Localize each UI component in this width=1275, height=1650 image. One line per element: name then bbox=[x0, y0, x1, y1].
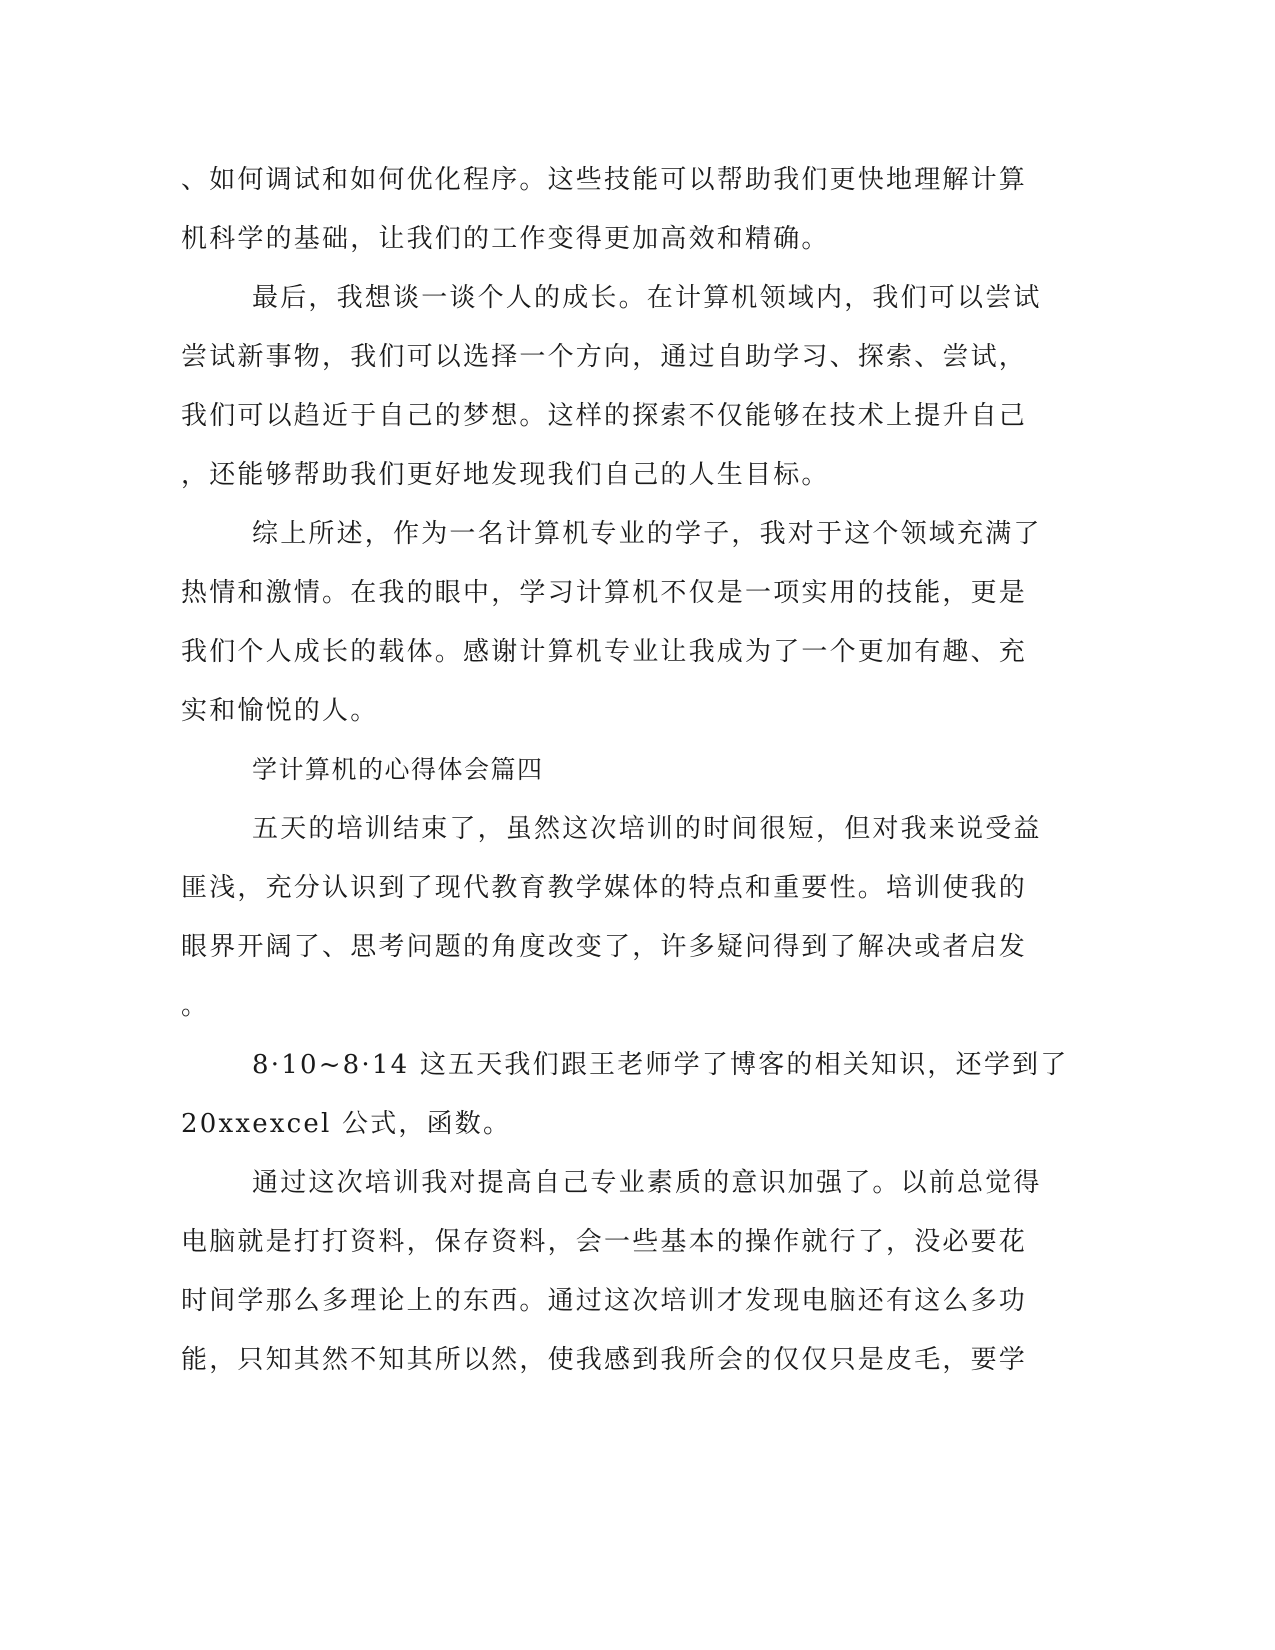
text-line: 。 bbox=[181, 991, 210, 1021]
text-line: 热情和激情。在我的眼中，学习计算机不仅是一项实用的技能，更是 bbox=[181, 578, 1028, 608]
text-line: 我们个人成长的载体。感谢计算机专业让我成为了一个更加有趣、充 bbox=[181, 637, 1028, 667]
text-line: 通过这次培训我对提高自己专业素质的意识加强了。以前总觉得 bbox=[252, 1168, 1042, 1198]
text-line: 、如何调试和如何优化程序。这些技能可以帮助我们更快地理解计算 bbox=[181, 165, 1028, 195]
text-line: 综上所述，作为一名计算机专业的学子，我对于这个领域充满了 bbox=[252, 519, 1042, 549]
text-line: 匪浅，充分认识到了现代教育教学媒体的特点和重要性。培训使我的 bbox=[181, 873, 1028, 903]
section-heading: 学计算机的心得体会篇四 bbox=[252, 755, 544, 784]
text-line: 时间学那么多理论上的东西。通过这次培训才发现电脑还有这么多功 bbox=[181, 1286, 1028, 1316]
text-line: 最后，我想谈一谈个人的成长。在计算机领域内，我们可以尝试 bbox=[252, 283, 1042, 313]
text-line: 20xxexcel 公式，函数。 bbox=[181, 1109, 512, 1139]
text-line: 五天的培训结束了，虽然这次培训的时间很短，但对我来说受益 bbox=[252, 814, 1042, 844]
text-line: 机科学的基础，让我们的工作变得更加高效和精确。 bbox=[181, 224, 830, 254]
text-line: ，还能够帮助我们更好地发现我们自己的人生目标。 bbox=[181, 460, 830, 490]
text-line: 能，只知其然不知其所以然，使我感到我所会的仅仅只是皮毛，要学 bbox=[181, 1345, 1028, 1375]
text-line: 电脑就是打打资料，保存资料，会一些基本的操作就行了，没必要花 bbox=[181, 1227, 1028, 1257]
text-line: 眼界开阔了、思考问题的角度改变了，许多疑问得到了解决或者启发 bbox=[181, 932, 1028, 962]
text-line: 8·10~8·14 这五天我们跟王老师学了博客的相关知识，还学到了 bbox=[252, 1050, 1069, 1080]
text-line: 我们可以趋近于自己的梦想。这样的探索不仅能够在技术上提升自己 bbox=[181, 401, 1028, 431]
text-line: 实和愉悦的人。 bbox=[181, 696, 379, 726]
text-line: 尝试新事物，我们可以选择一个方向，通过自助学习、探索、尝试， bbox=[181, 342, 1028, 372]
